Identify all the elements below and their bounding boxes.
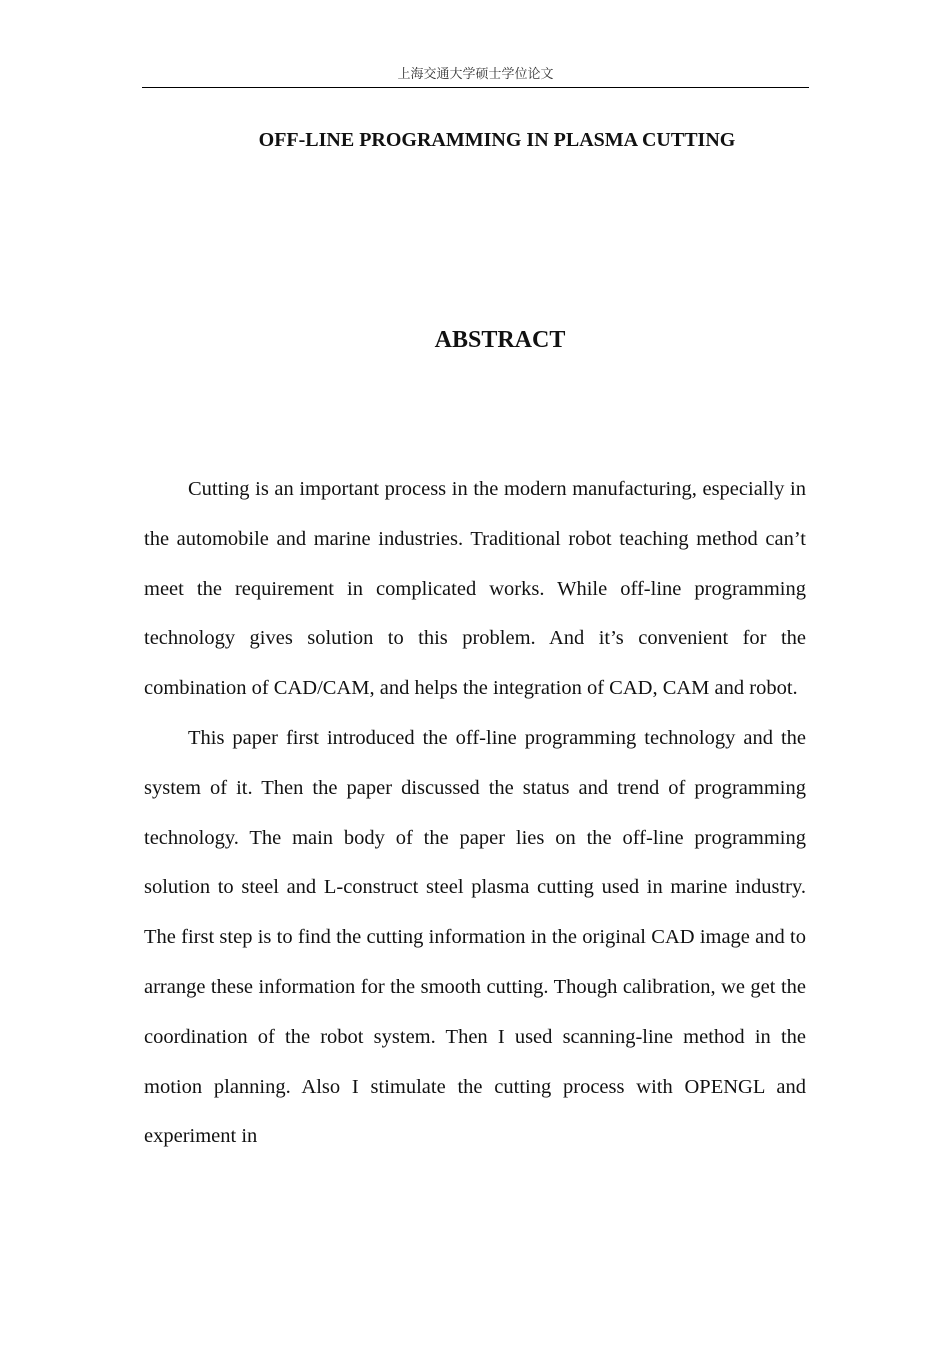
abstract-body	[144, 465, 806, 1162]
thesis-title: OFF-LINE PROGRAMMING IN PLASMA CUTTING	[258, 129, 736, 151]
abstract-paragraph-2: This paper first introduced the off-line programming technology and the system of it. Then the paper discussed the status and trend of programming technology. The main body of the paper lies on the off-line programming solution to steel and L-construct steel plasma cutting used in marine industry. The first step is to find the cutting information in the original CAD image and to arrange these information for the smooth cutting. Though calibration, we get the coordination of the robot system. Then I used scanning-line method in the motion planning. Also I stimulate the cutting process with OPENGL and experiment in	[144, 726, 806, 1148]
header-divider	[142, 87, 809, 88]
abstract-paragraph-1: Cutting is an important process in the modern manufacturing, especially in the automobile and marine industries. Traditional robot teaching method can’t meet the requirement in complicated works. While off-line programming technology gives solution to this problem. And it’s convenient for the combination of CAD/CAM, and helps the integration of CAD, CAM and robot.	[144, 478, 806, 700]
abstract-heading: ABSTRACT	[434, 327, 566, 353]
running-header: 上海交通大学硕士学位论文	[397, 67, 554, 82]
